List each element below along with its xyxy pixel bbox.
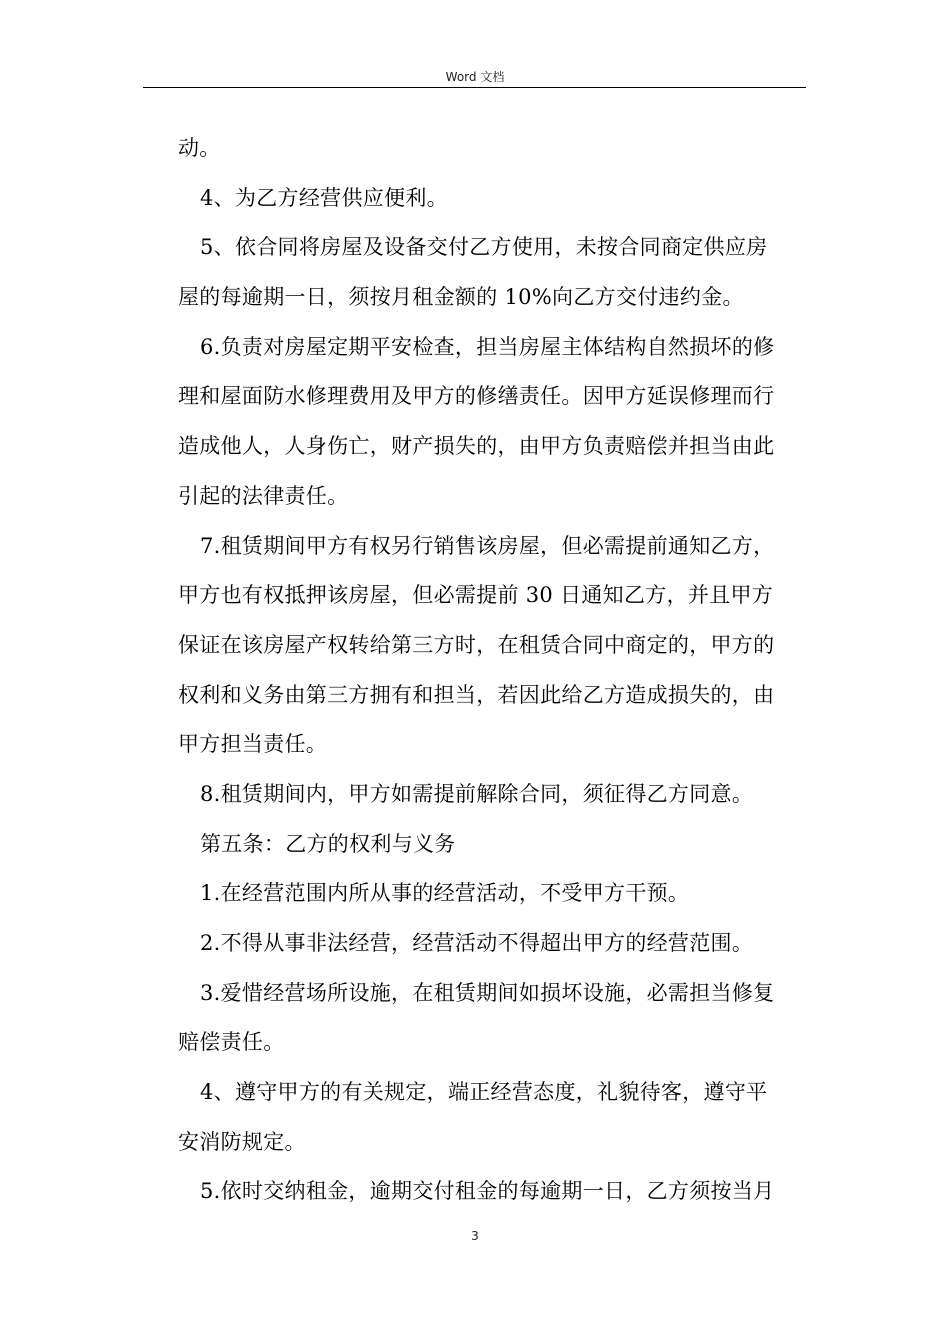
text-line: 安消防规定。 [178, 1129, 306, 1154]
section-heading: 第五条：乙方的权利与义务 [200, 831, 456, 856]
text-line: 2.不得从事非法经营，经营活动不得超出甲方的经营范围。 [200, 931, 754, 955]
text-line: 8.租赁期间内，甲方如需提前解除合同，须征得乙方同意。 [200, 781, 754, 806]
text-line: 3.爱惜经营场所设施，在租赁期间如损坏设施，必需担当修复 [200, 980, 775, 1005]
text-line: 甲方担当责任。 [178, 732, 328, 757]
text-line: 权利和义务由第三方拥有和担当，若因此给乙方造成损失的，由 [178, 682, 775, 707]
page-number: 3 [471, 1229, 479, 1243]
text-line: 4、为乙方经营供应便利。 [200, 185, 448, 210]
text-line: 动。 [178, 136, 221, 160]
header-rule [143, 87, 806, 88]
text-line: 1.在经营范围内所从事的经营活动，不受甲方干预。 [200, 881, 690, 906]
page-header: Word 文档 [445, 70, 505, 84]
document-body [178, 124, 808, 1217]
text-line: 保证在该房屋产权转给第三方时，在租赁合同中商定的，甲方的 [178, 632, 775, 657]
text-line: 5.依时交纳租金，逾期交付租金的每逾期一日，乙方须按当月 [200, 1179, 775, 1204]
text-line: 赔偿责任。 [178, 1030, 285, 1055]
text-line: 屋的每逾期一日，须按月租金额的 10%向乙方交付违约金。 [178, 285, 744, 310]
text-line: 4、遵守甲方的有关规定，端正经营态度，礼貌待客，遵守平 [200, 1080, 768, 1105]
text-line: 甲方也有权抵押该房屋，但必需提前 30 日通知乙方，并且甲方 [178, 583, 774, 608]
text-line: 造成他人，人身伤亡，财产损失的，由甲方负责赔偿并担当由此 [178, 434, 775, 459]
text-line: 5、依合同将房屋及设备交付乙方使用，未按合同商定供应房 [200, 235, 768, 260]
text-line: 引起的法律责任。 [178, 483, 349, 508]
text-line: 6.负责对房屋定期平安检查，担当房屋主体结构自然损坏的修 [200, 334, 775, 359]
text-line: 7.租赁期间甲方有权另行销售该房屋，但必需提前通知乙方， [200, 533, 775, 558]
text-line: 理和屋面防水修理费用及甲方的修缮责任。因甲方延误修理而行 [178, 384, 775, 409]
